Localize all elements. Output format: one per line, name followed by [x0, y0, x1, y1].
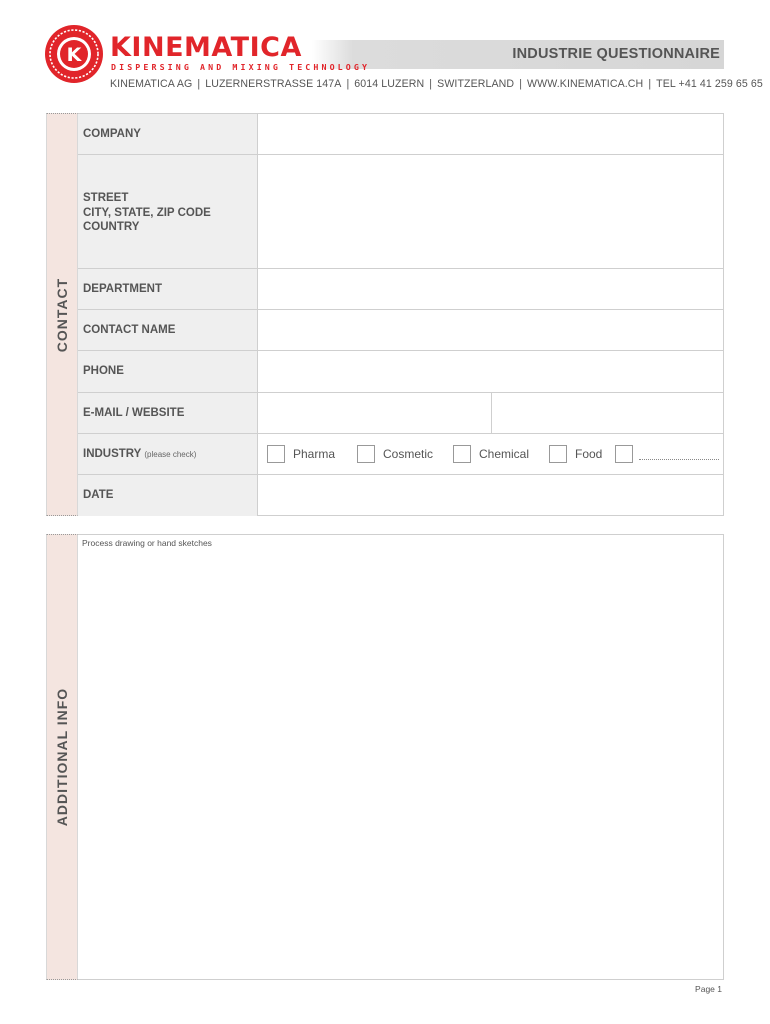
document-title: INDUSTRIE QUESTIONNAIRE [512, 46, 720, 62]
contact-section-label: CONTACT [54, 277, 70, 352]
additional-info-section-label: ADDITIONAL INFO [54, 687, 70, 827]
chemical-checkbox[interactable] [453, 445, 471, 463]
city-state-zip-label: CITY, STATE, ZIP CODE [83, 206, 211, 219]
food-label: Food [575, 447, 603, 461]
contact-section-band [46, 113, 78, 516]
department-label: DEPARTMENT [78, 269, 258, 309]
address-field[interactable] [259, 155, 723, 268]
pharma-checkbox[interactable] [267, 445, 285, 463]
other-industry-input[interactable] [639, 459, 719, 460]
address-label [78, 155, 258, 268]
date-label: DATE [78, 475, 258, 516]
phone-field[interactable] [259, 351, 723, 392]
process-drawing-area[interactable] [78, 534, 724, 980]
page-number: Page 1 [695, 984, 722, 994]
process-drawing-caption: Process drawing or hand sketches [82, 538, 212, 548]
industry-option-pharma[interactable] [267, 445, 335, 463]
kinematica-logo [44, 24, 104, 84]
pharma-label: Pharma [293, 447, 336, 461]
company-address-line: KINEMATICA AG | LUZERNERSTRASSE 147A | 6014 LUZERN | SWITZERLAND | WWW.KINEMATICA.CH | TEL +41 41 259 65 65 [110, 78, 763, 90]
address-country: SWITZERLAND [437, 78, 515, 90]
industry-label [78, 434, 258, 474]
address-row [78, 155, 723, 269]
contact-name-label: CONTACT NAME [78, 310, 258, 350]
address-city: 6014 LUZERN [354, 78, 425, 90]
website-field[interactable] [492, 393, 723, 433]
company-field[interactable] [259, 114, 723, 154]
address-company: KINEMATICA AG [110, 78, 193, 90]
other-checkbox[interactable] [615, 445, 633, 463]
phone-row [78, 351, 723, 393]
date-field[interactable] [259, 475, 723, 516]
company-row [78, 114, 723, 155]
department-field[interactable] [259, 269, 723, 309]
company-label: COMPANY [78, 114, 258, 154]
date-row [78, 475, 723, 516]
contact-name-row [78, 310, 723, 351]
chemical-label: Chemical [479, 447, 530, 461]
department-row [78, 269, 723, 310]
country-label: COUNTRY [83, 221, 140, 233]
email-website-label: E-MAIL / WEBSITE [78, 393, 258, 433]
email-field[interactable] [259, 393, 491, 433]
industry-hint: (please check) [144, 450, 197, 459]
industry-label-text: INDUSTRY [83, 448, 142, 460]
email-website-field [259, 393, 723, 433]
brand-tagline: DISPERSING AND MIXING TECHNOLOGY [111, 62, 371, 72]
address-website: WWW.KINEMATICA.CH [527, 78, 644, 90]
industry-row [78, 434, 723, 475]
contact-table [78, 113, 724, 516]
industry-option-chemical[interactable] [453, 445, 529, 463]
food-checkbox[interactable] [549, 445, 567, 463]
address-phone: TEL +41 41 259 65 65 [656, 78, 763, 90]
phone-label: PHONE [78, 351, 258, 392]
logo-letter: K [66, 44, 82, 66]
street-label: STREET [83, 192, 129, 204]
industry-options [259, 434, 723, 474]
address-street: LUZERNERSTRASSE 147A [205, 78, 342, 90]
brand-name: KINEMATICA [110, 32, 302, 63]
industry-option-cosmetic[interactable] [357, 445, 433, 463]
cosmetic-checkbox[interactable] [357, 445, 375, 463]
industry-option-other[interactable] [615, 445, 633, 463]
additional-info-section-band [46, 534, 78, 980]
contact-name-field[interactable] [259, 310, 723, 350]
email-website-row [78, 393, 723, 434]
cosmetic-label: Cosmetic [383, 447, 434, 461]
industry-option-food[interactable] [549, 445, 602, 463]
